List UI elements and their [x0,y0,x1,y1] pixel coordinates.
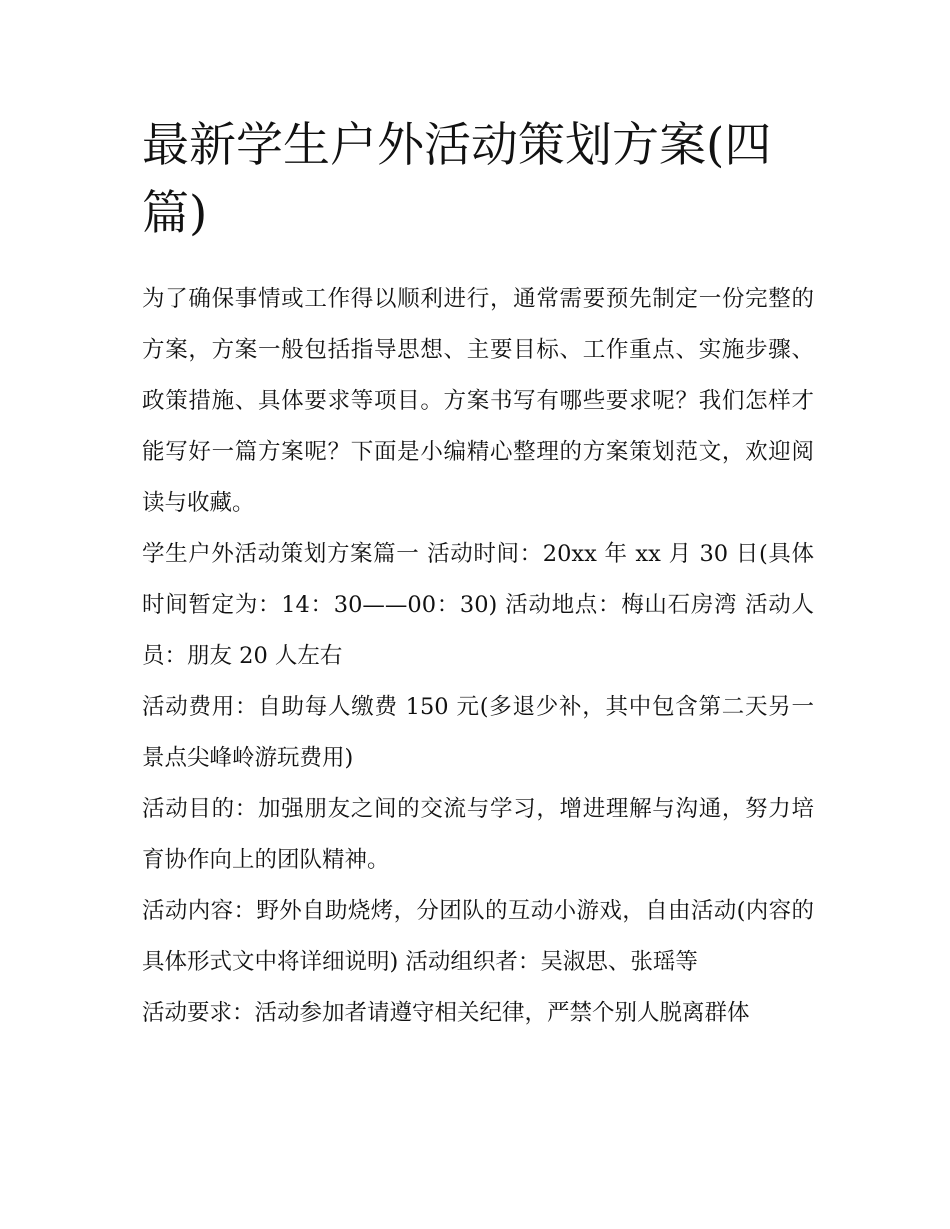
paragraph-activity-content: 活动内容：野外自助烧烤，分团队的互动小游戏，自由活动(内容的具体形式文中将详细说明) 活动组织者：吴淑思、张瑶等 [142,898,814,975]
document-title: 最新学生户外活动策划方案(四篇) [142,118,772,241]
document-content [142,112,814,1039]
paragraph-activity-time-place: 学生户外活动策划方案篇一 活动时间：20xx 年 xx 月 30 日(具体时间暂定为：14：30——00：30) 活动地点：梅山石房湾 活动人员：朋友 20 人左右 [142,541,814,669]
paragraph-activity-purpose: 活动目的：加强朋友之间的交流与学习，增进理解与沟通，努力培育协作向上的团队精神。 [142,796,814,873]
paragraph-activity-fee: 活动费用：自助每人缴费 150 元(多退少补，其中包含第二天另一景点尖峰岭游玩费用) [142,694,814,771]
paragraph-intro: 为了确保事情或工作得以顺利进行，通常需要预先制定一份完整的方案，方案一般包括指导思想、主要目标、工作重点、实施步骤、政策措施、具体要求等项目。方案书写有哪些要求呢？我们怎样才能写好一篇方案呢？下面是小编精心整理的方案策划范文，欢迎阅读与收藏。 [142,286,814,516]
paragraph-activity-requirements: 活动要求：活动参加者请遵守相关纪律，严禁个别人脱离群体 [142,1000,750,1026]
